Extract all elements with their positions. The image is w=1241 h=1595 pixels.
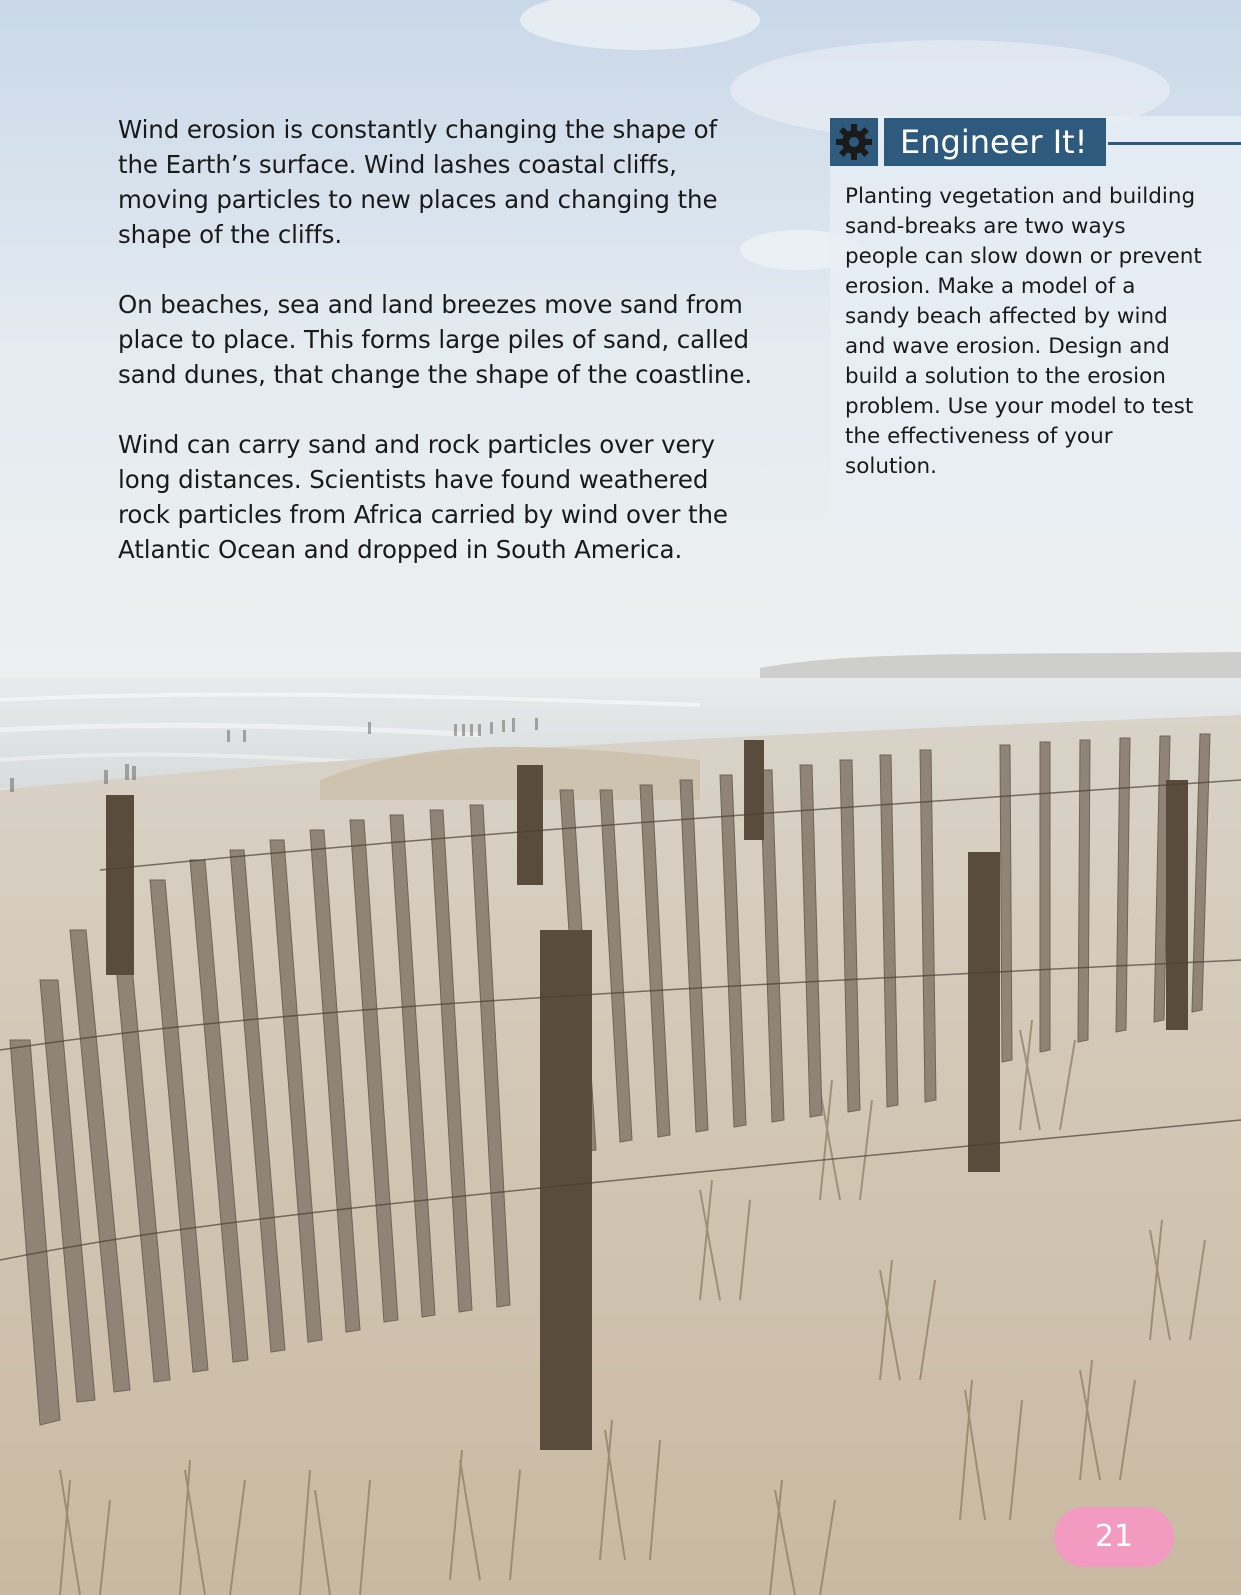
paragraph-long-distances: Wind can carry sand and rock particles over very long distances. Scientists have found weathered rock particles from Africa carried by wind over the Atlantic Ocean and dropped in South America. bbox=[118, 430, 728, 564]
engineer-it-header bbox=[830, 118, 1106, 166]
engineer-it-text: Planting vegetation and building sand-breaks are two ways people can slow down or prevent erosion. Make a model of a sandy beach affected by wind and wave erosion. Design and build a solution to the erosion problem. Use your model to test the effectiveness of your solution. bbox=[845, 184, 1202, 479]
gear-icon bbox=[830, 118, 878, 166]
paragraph-beaches: On beaches, sea and land breezes move sand from place to place. This forms large piles of sand, called sand dunes, that change the shape of the coastline. bbox=[118, 290, 753, 389]
main-text bbox=[118, 112, 758, 602]
page-number-badge: 21 bbox=[1054, 1507, 1174, 1567]
engineer-it-title: Engineer It! bbox=[884, 118, 1106, 166]
header-divider bbox=[1108, 142, 1241, 145]
paragraph-wind-erosion: Wind erosion is constantly changing the shape of the Earth’s surface. Wind lashes coastal cliffs, moving particles to new places and changing the shape of the cliffs. bbox=[118, 115, 718, 249]
